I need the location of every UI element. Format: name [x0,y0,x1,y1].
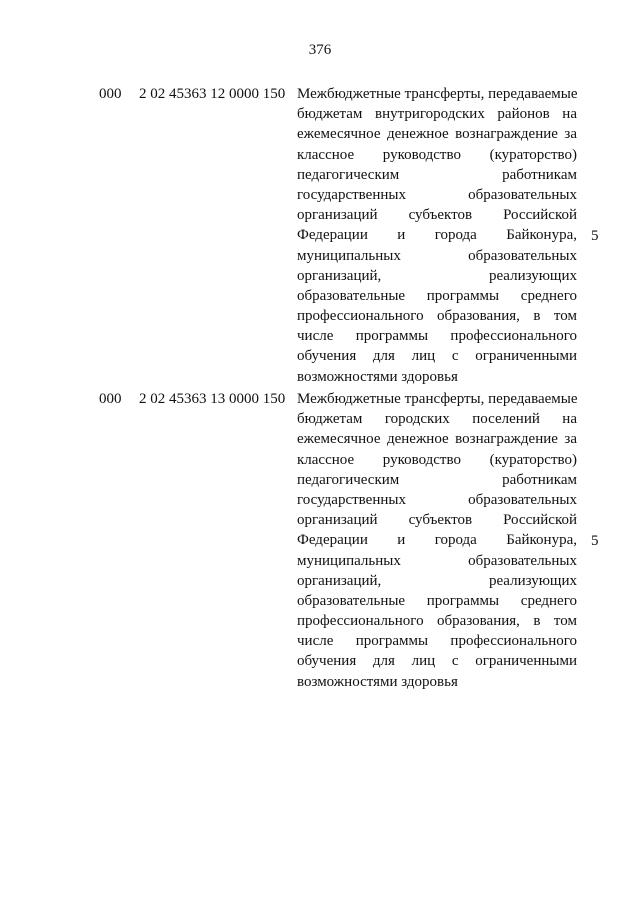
revenue-name-line: организаций, реализующих [297,572,577,589]
revenue-name-line: ежемесячное денежное вознаграждение за [297,126,577,143]
revenue-name-line: возможностями здоровья [297,673,458,690]
revenue-name-line: профессионального образования, в том [297,613,577,630]
revenue-name-line: бюджетам внутригородских районов на [297,106,577,123]
revenue-name-line: педагогическим работникам [297,166,577,183]
revenue-name-line: государственных образовательных [297,186,577,203]
revenue-name-line: возможностями здоровья [297,368,458,385]
revenue-name-line: обучения для лиц с ограниченными [297,653,577,670]
revenue-name [297,389,577,692]
revenue-name-line: Межбюджетные трансферты, передаваемые [297,86,578,102]
revenue-name-line: классное руководство (кураторство) [297,146,577,163]
page-number: 376 [308,42,332,58]
revenue-name-line: Федерации и города Байконура, [297,532,577,549]
revenue-name-line: организаций субъектов Российской [297,512,577,529]
revenue-name-line: классное руководство (кураторство) [297,451,577,468]
revenue-name-line: государственных образовательных [297,491,577,508]
revenue-name-line: ежемесячное денежное вознаграждение за [297,431,577,448]
revenue-name-line: обучения для лиц с ограниченными [297,348,577,365]
revenue-name-line: муниципальных образовательных [297,247,577,264]
row-value: 5 [591,228,599,244]
revenue-name-line: профессионального образования, в том [297,308,577,325]
admin-code: 000 [99,86,122,102]
revenue-name [297,84,577,387]
revenue-name-line: бюджетам городских поселений на [297,411,577,428]
revenue-name-line: Федерации и города Байконура, [297,227,577,244]
revenue-name-line: муниципальных образовательных [297,552,577,569]
revenue-name-line: педагогическим работникам [297,471,577,488]
row-value: 5 [591,533,599,549]
revenue-name-line: Межбюджетные трансферты, передаваемые [297,391,578,407]
budget-classification-code: 2 02 45363 13 0000 150 [139,391,286,407]
revenue-name-line: организаций, реализующих [297,267,577,284]
revenue-name-line: числе программы профессионального [297,328,577,345]
revenue-name-line: числе программы профессионального [297,633,577,650]
revenue-name-line: образовательные программы среднего [297,592,577,609]
revenue-name-line: образовательные программы среднего [297,287,577,304]
budget-classification-code: 2 02 45363 12 0000 150 [139,86,286,102]
revenue-name-line: организаций субъектов Российской [297,207,577,224]
admin-code: 000 [99,391,122,407]
